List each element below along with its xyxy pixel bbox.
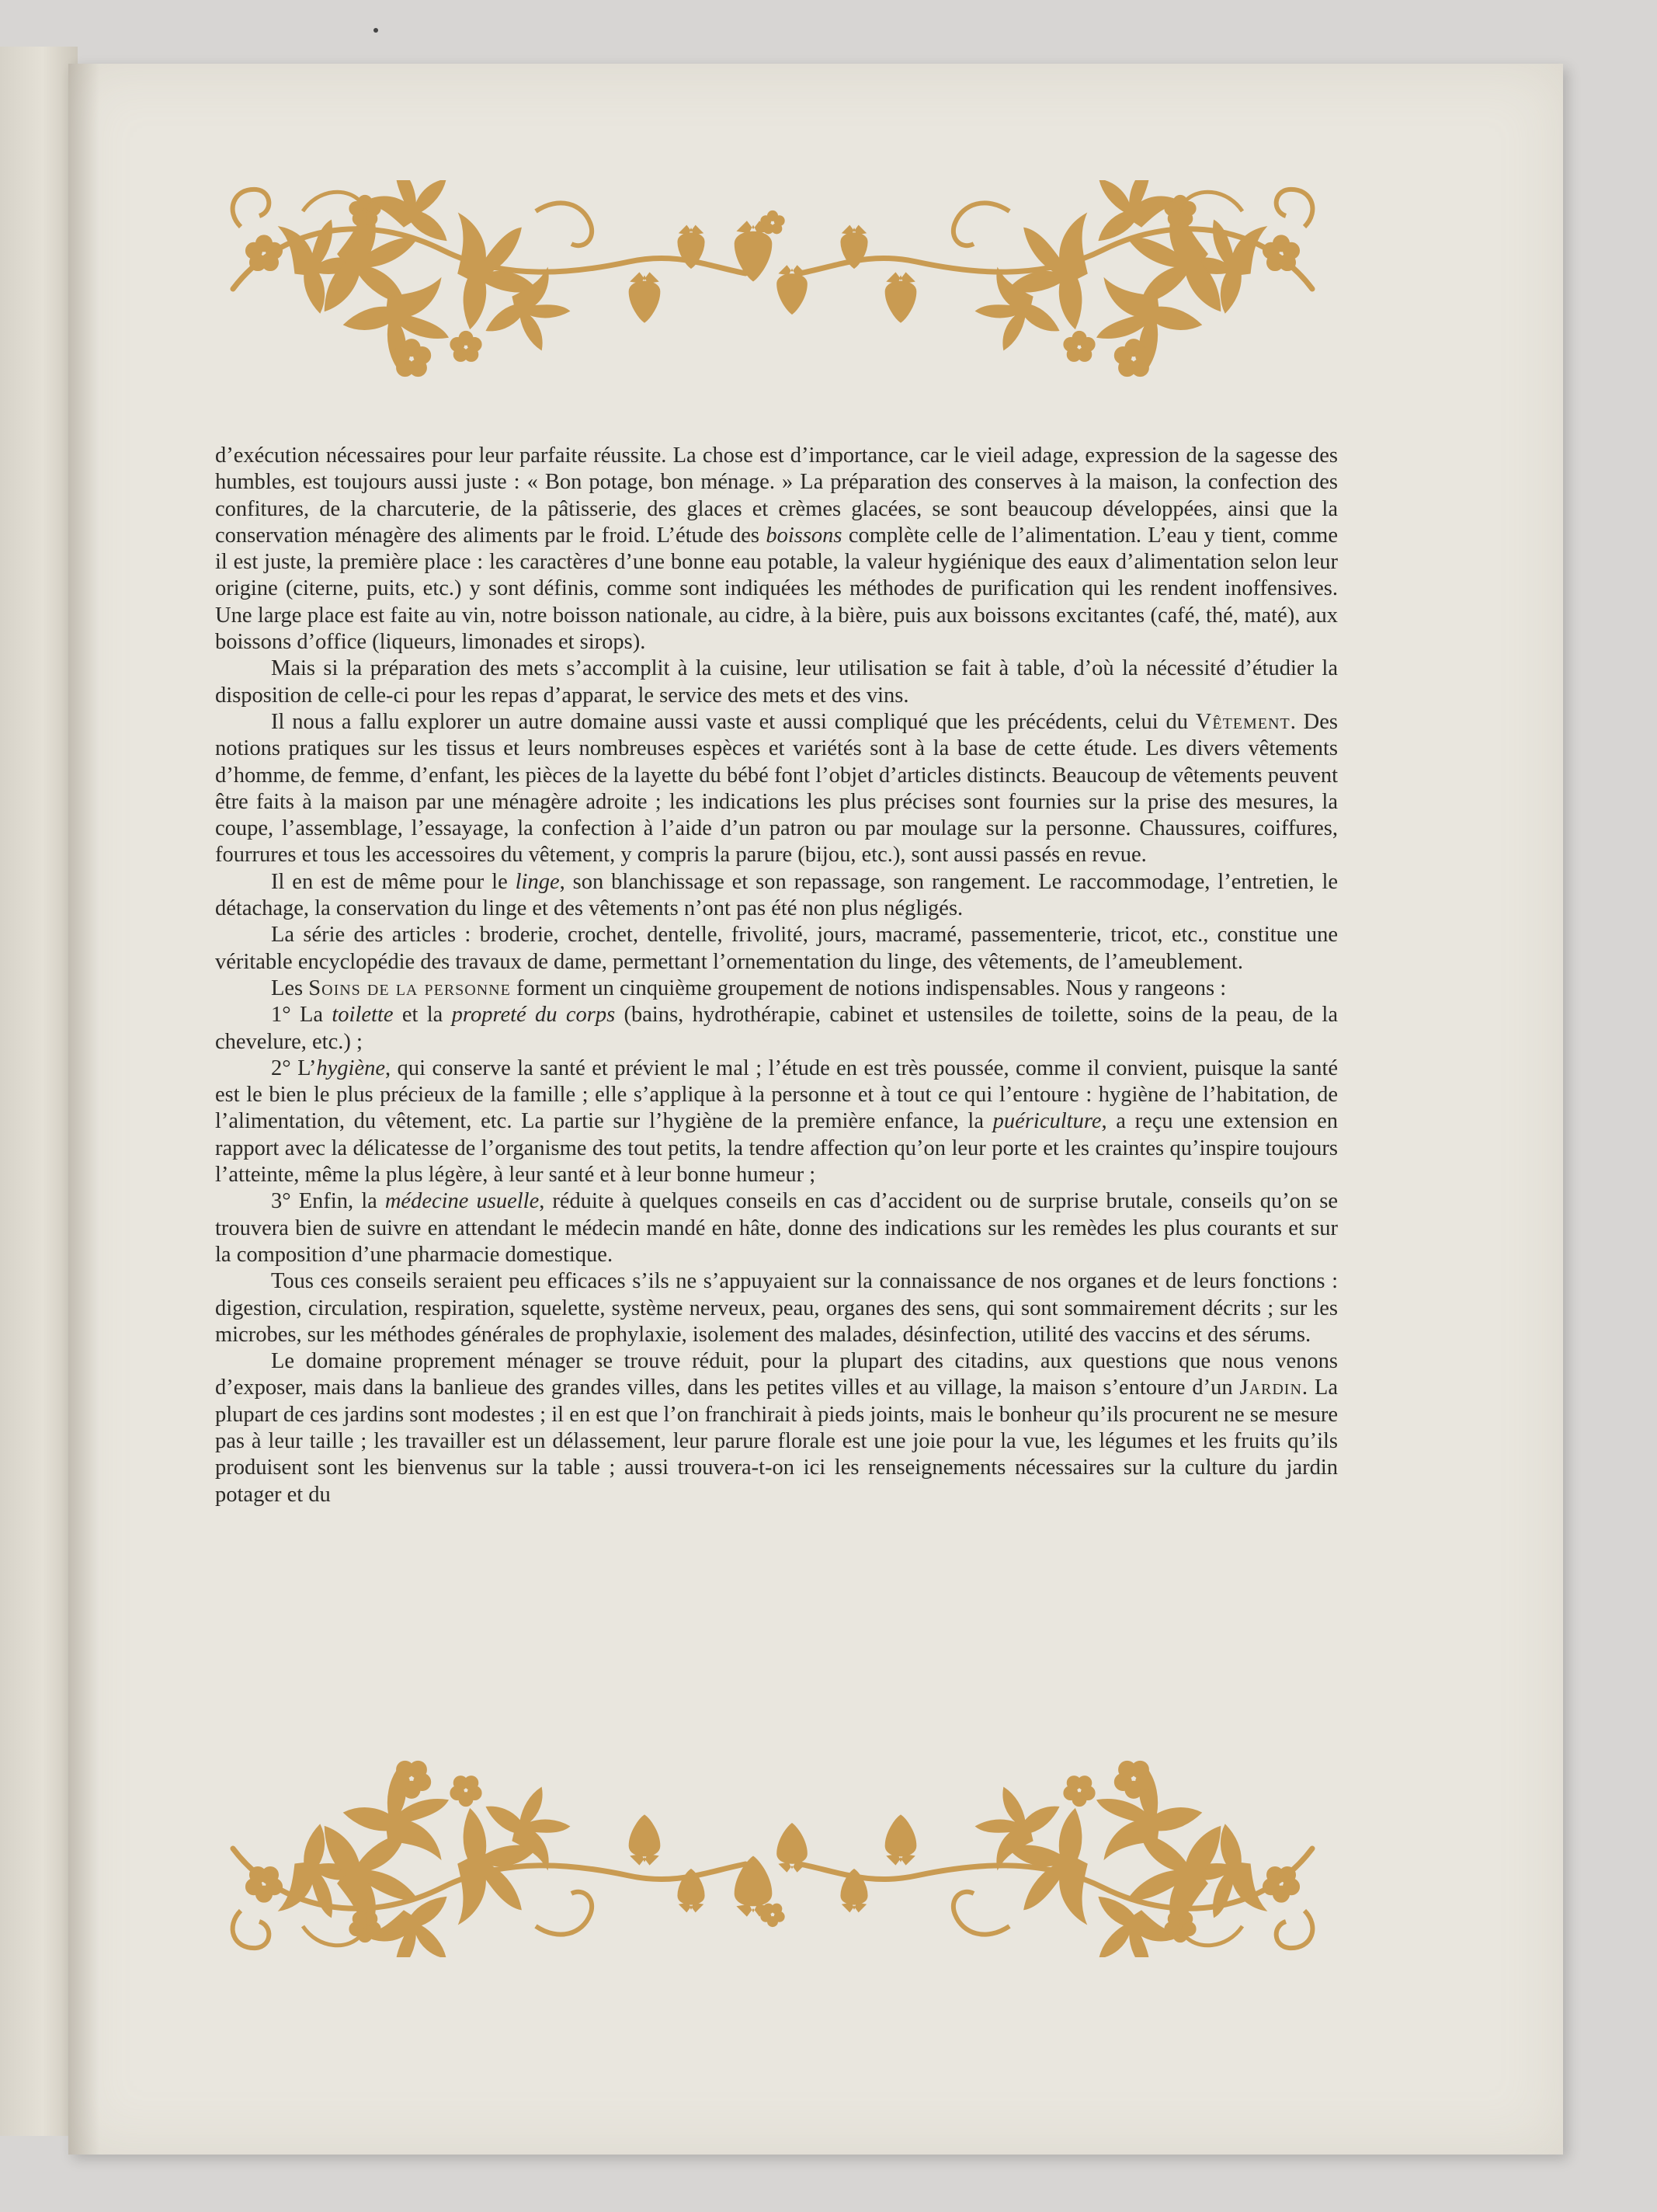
paragraph <box>215 1056 1338 1188</box>
text-run: 2° L’ <box>271 1056 317 1080</box>
text-run: La série des articles : broderie, crochet, dentelle, frivolité, jours, macramé, passementerie, tricot, etc., constitue une véritable encyclopédie des travaux de dame, permettant l’ornementation du linge, des vêtements, de l’ameublement. <box>215 923 1338 974</box>
text-run: , qui conserve la santé et prévient le mal ; l’étude en est très poussée, comme il convient, puisque la santé est le bien le plus précieux de la famille ; elle s’applique à la personne et à tout ce qui l’entoure : hygiène de l’habitation, de l’alimentation, du vêtement, etc. La partie sur l’hygiène de la première enfance, la <box>215 1056 1339 1134</box>
section-heading-term: Jardin <box>1239 1376 1302 1400</box>
ornament-left-half <box>233 1755 745 1957</box>
italic-term: propreté du corps <box>451 1003 616 1028</box>
text-run: . La plupart de ces jardins sont modestes ; il en est que l’on franchirait à pieds joints, mais le bonheur qu’ils procurent ne se mesure pas à leur taille ; les travailler est un délassement, leur parure florale est une joie pour la vue, les légumes et les fruits qu’ils produisent sont les bienvenus sur la table ; aussi trouvera-t-on ici les renseignements nécessaires sur la culture du jardin potager et du <box>215 1376 1338 1507</box>
italic-term: médecine usuelle <box>384 1189 540 1214</box>
section-heading-term: Soins de la personne <box>308 976 511 1000</box>
text-run: , a reçu une extension en rapport avec la délicatesse de l’organisme des tout petits, la tendre affection qu’on leur porte et les craintes qu’inspire toujours l’atteinte, même la plus légère, à leur santé et à leur bonne humeur ; <box>215 1109 1338 1188</box>
paragraph <box>215 922 1338 976</box>
italic-term: hygiène <box>316 1056 386 1080</box>
text-run: Le domaine proprement ménager se trouve réduit, pour la plupart des citadins, aux questions que nous venons d’exposer, mais dans la banlieue des grandes villes, dans les petites villes et au village, la maison s’entoure d’un <box>215 1349 1338 1400</box>
paragraph <box>215 443 1338 656</box>
bottom-floral-ornament <box>210 1724 1336 1957</box>
ornament-right-half <box>800 1755 1312 1957</box>
text-run: . Des notions pratiques sur les tissus et leurs nombreuses espèces et variétés sont à la base de cette étude. Les divers vêtements d’homme, de femme, d’enfant, les pièces de la layette du bébé font l’objet d’articles distincts. Beaucoup de vêtements peuvent être faits à la maison par une ménagère adroite ; les indications les plus précises sont fournies sur la prise des mesures, la coupe, l’assemblage, l’essayage, la confection à l’aide d’un patron ou par moulage sur la personne. Chaussures, coiffures, fourrures et tous les accessoires du vêtement, y compris la parure (bijou, etc.), sont aussi passés en revue. <box>215 709 1338 868</box>
text-run: , son blanchissage et son repassage, son rangement. Le raccommodage, l’entretien, le détachage, la conservation du linge et des vêtements n’ont pas été non plus négligés. <box>215 869 1339 921</box>
left-page-edge <box>0 47 78 2136</box>
italic-term: toilette <box>332 1003 394 1028</box>
text-run: complète celle de l’alimentation. L’eau y tient, comme il est juste, la première place : les caractères d’une bonne eau potable, la valeur hygiénique des eaux d’alimentation selon leur origine (citerne, puits, etc.) y sont définis, comme sont indiquées les méthodes de purification qui les rendent inoffensives. Une large place est faite au vin, notre boisson nationale, au cidre, à la bière, puis aux boissons excitantes (café, thé, maté), aux boissons d’office (liqueurs, limonades et sirops). <box>215 523 1338 655</box>
section-heading-term: Vêtement <box>1195 709 1291 734</box>
text-run: et la <box>393 1003 452 1028</box>
paragraph <box>215 1348 1338 1508</box>
text-run: Il en est de même pour le <box>271 869 516 894</box>
text-run: Il nous a fallu explorer un autre domaine aussi vaste et aussi compliqué que les précédents, celui du <box>271 709 1196 734</box>
ornament-right-half <box>800 180 1312 383</box>
body-text <box>215 443 1338 1508</box>
paragraph <box>215 1188 1338 1268</box>
text-run: , réduite à quelques conseils en cas d’accident ou de surprise brutale, conseils qu’on se trouvera bien de suivre en attendant le médecin mandé en hâte, donne des indications sur les remèdes les plus courants et sur la composition d’une pharmacie domestique. <box>215 1189 1338 1267</box>
paragraph <box>215 976 1338 1002</box>
text-run: (bains, hydrothérapie, cabinet et ustensiles de toilette, soins de la peau, de la chevelure, etc.) ; <box>215 1003 1338 1054</box>
italic-term: puériculture <box>992 1109 1102 1134</box>
text-run: Les <box>271 976 309 1000</box>
text-run: d’exécution nécessaires pour leur parfaite réussite. La chose est d’importance, car le vieil adage, expression de la sagesse des humbles, est toujours aussi juste : « Bon potage, bon ménage. » La préparation des conserves à la maison, la confection des confitures, de la charcuterie, de la pâtisserie, des glaces et crèmes glacées, se sont beaucoup développées, ainsi que la conservation ménagère des aliments par le froid. L’étude des <box>215 443 1338 548</box>
ornament-center-berries <box>735 1823 808 1927</box>
italic-term: linge <box>515 869 560 894</box>
page-gutter-shadow <box>68 64 99 2155</box>
top-floral-ornament <box>210 180 1336 413</box>
paragraph <box>215 1268 1338 1348</box>
text-run: Mais si la préparation des mets s’accomplit à la cuisine, leur utilisation se fait à table, d’où la nécessité d’étudier la disposition de celle-ci pour les repas d’apparat, le service des mets et des vins. <box>215 656 1338 708</box>
text-run: Tous ces conseils seraient peu efficaces s’ils ne s’appuyaient sur la connaissance de nos organes et de leurs fonctions : digestion, circulation, respiration, squelette, système nerveux, peau, organes des sens, qui sont sommairement décrits ; sur les microbes, sur les méthodes générales de prophylaxie, isolement des malades, désinfection, utilité des vaccins et des sérums. <box>215 1269 1338 1347</box>
paragraph <box>215 869 1338 923</box>
text-run: 1° La <box>271 1003 332 1028</box>
paragraph <box>215 656 1338 709</box>
ink-dot <box>373 28 378 33</box>
text-run: forment un cinquième groupement de notions indispensables. Nous y rangeons : <box>510 976 1227 1000</box>
paragraph <box>215 709 1338 869</box>
paragraph <box>215 1002 1338 1056</box>
italic-term: boissons <box>766 523 842 548</box>
ornament-center-berries <box>735 210 808 315</box>
ornament-left-half <box>233 180 745 383</box>
text-run: 3° Enfin, la <box>271 1189 385 1214</box>
